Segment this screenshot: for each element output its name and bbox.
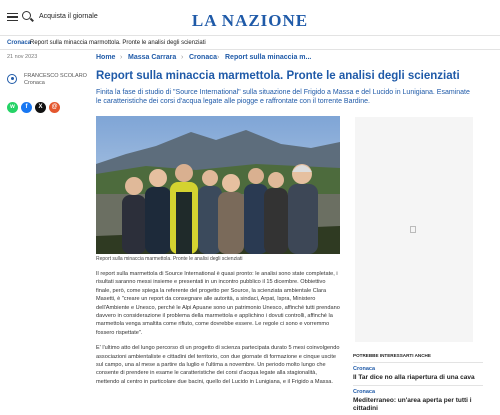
article-headline: Report sulla minaccia marmettola. Pronte le analisi degli scienziati xyxy=(96,70,460,82)
related-title[interactable]: Il Tar dice no alla riapertura di una cava xyxy=(353,374,475,381)
article-meta xyxy=(7,54,87,110)
publish-date: 21 nov 2023 xyxy=(7,54,38,60)
article-body xyxy=(96,270,340,393)
related-item[interactable] xyxy=(353,385,483,413)
facebook-icon[interactable]: f xyxy=(21,102,32,113)
sticky-subbar xyxy=(0,36,500,50)
breadcrumb-separator: › xyxy=(181,54,184,61)
whatsapp-icon[interactable]: w xyxy=(7,102,18,113)
author-avatar-icon xyxy=(7,74,17,84)
related-item[interactable] xyxy=(353,362,483,382)
advertisement-slot[interactable] xyxy=(355,117,473,342)
breadcrumb-home[interactable]: Home xyxy=(96,54,116,61)
author-role: Cronaca xyxy=(24,80,45,86)
related-title[interactable]: Mediterraneo: un'area aperta per tutti i cittadini xyxy=(353,397,472,412)
subbar-title: Report sulla minaccia marmottola. Pronte le analisi degli scienziati xyxy=(30,40,206,46)
subbar-category[interactable]: Cronaca xyxy=(7,40,32,46)
author-block[interactable] xyxy=(7,72,87,88)
related-category[interactable]: Cronaca xyxy=(353,366,376,372)
group-photo-illustration xyxy=(96,116,340,254)
related-heading: POTREBBE INTERESSARTI ANCHE xyxy=(353,353,431,358)
article-summary: Finita la fase di studio di "Source International" sulla situazione del Frigido a Massa e del Lucido in Lunigiana. Esaminate le caratteristiche dei corsi d'acqua legate alle piogge e raffrontate con il torrente Bardine. xyxy=(96,89,470,105)
breadcrumb-cronaca[interactable]: Cronaca xyxy=(189,54,218,61)
related-category[interactable]: Cronaca xyxy=(353,389,376,395)
breadcrumb-massa-carrara[interactable]: Massa Carrara xyxy=(128,54,177,61)
body-paragraph: Il report sulla marmettola di Source International è quasi pronto: le analisi sono state completate, i risultati saranno messi insieme e presentati in un incontro pubblico il 15 dicembre. Obbiettivo finale, però, come spiega la referente del progetto per Source, la scienziata ambientale Clara Masetti, è "creare un report da consegnare alle autorità, a sindaci, Arpat, Ispra, Ministero dell'Ambiente e Unesco, perché le Alpi Apuane sono un patrimonio Unesco, affinché tutti prendano davvero in considerazione il problema della marmettola e applichino i dovuti controlli, affinché la marmettola venga smaltita come rifiuto, come dovrebbe essere. Le regole ci sono e vorremmo fossero rispettate". xyxy=(96,271,340,336)
breadcrumb-current[interactable]: Report sulla minaccia m... xyxy=(225,54,312,61)
x-icon[interactable]: X xyxy=(35,102,46,113)
breadcrumb-separator: › xyxy=(217,54,220,61)
email-icon[interactable]: @ xyxy=(49,102,60,113)
breadcrumb-separator: › xyxy=(120,54,123,61)
photo-caption: Report sulla minaccia marmettola. Pronte le analisi degli scienziati xyxy=(96,256,243,262)
article-photo[interactable] xyxy=(96,116,340,254)
ad-placeholder-icon xyxy=(410,226,416,233)
top-bar xyxy=(0,0,500,36)
body-paragraph: E' l'ultimo atto del lungo percorso di un progetto di scienza partecipata durato 5 mesi coinvolgendo associazioni ambientaliste e cittadini del territorio, con due giornate di formazione e cinque uscite sul campo, una al mese a partire da luglio e l'ultima a novembre. Un periodo molto lungo che consente di prendere in esame le caratteristiche dei corsi d'acqua legate alla stagionalità, mettendo al centro in particolare due bacini, quello del Lucido in Lunigiana, e il Frigido a Massa. xyxy=(96,345,340,385)
buy-newspaper-link[interactable]: Acquista il giornale xyxy=(39,13,98,20)
site-logo[interactable]: LA NAZIONE xyxy=(191,11,309,30)
author-name[interactable]: FRANCESCO SCOLARO xyxy=(24,73,87,79)
